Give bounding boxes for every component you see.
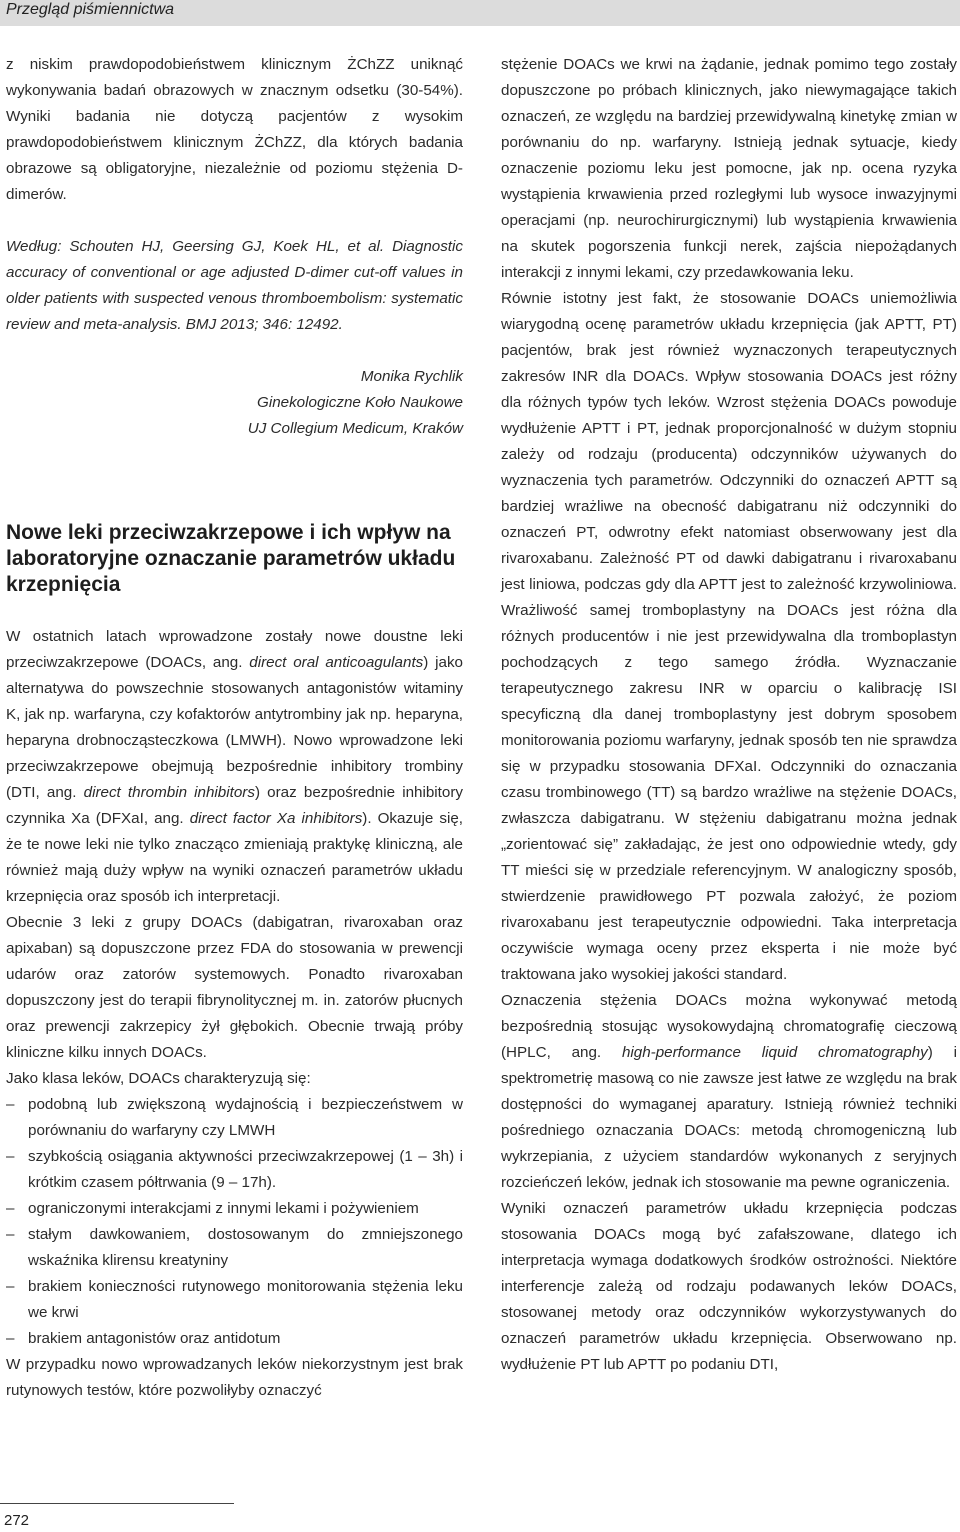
list-item: – ograniczonymi interakcjami z innymi lekami i pożywieniem [6, 1196, 463, 1222]
right-paragraph-2: Równie istotny jest fakt, że stosowanie DOACs uniemożliwia wiarygodną ocenę parametrów układu krzepnięcia (jak APTT, PT) pacjentów, brak jest również wyznaczonych terapeutycznych zakresów INR dla DOACs. Wpływ stosowania DOACs jest różny dla różnych typów tych leków. Wzrost stężenia DOACs powoduje wydłużenie APTT i PT, jednak proporcjonalność w dużym stopniu zależy od rodzaju (producenta) odczynników używanych do wyznaczenia tych parametrów. Odczynniki do oznaczeń APTT są bardziej wrażliwe na obecność dabigatranu niż odczynniki do oznaczeń PT, odwrotny efekt natomiast obserwowany jest dla rivaroxabanu. Zależność PT od dawki dabigatranu i rivaroxabanu jest liniowa, podczas gdy dla APTT jest to zależność krzywoliniowa. Wrażliwość samej tromboplastyny na DOACs jest różna dla różnych producentów i nie jest przewidywalna dla tromboplastyn pochodzących z tego samego źródła. Wyznaczanie terapeutycznego zakresu INR w oparciu o kalibrację ISI specyficzną dla danej tromboplastyny jest dobrym sposobem monitorowania poziomu warfaryny, jednak sposób ten nie sprawdza się w przypadku stosowania DFXaI. Odczynniki do oznaczania czasu trombinowego (TT) są bardzo wrażliwe na stężenie DOACs, zwłaszcza dabigatranu. W stężeniu dabigatranu można jednak „zorientować się” zakładając, że jest ono odpowiednie wtedy, gdy TT mieści się w przedziale referencyjnym. W analogiczny sposób, stwierdzenie prawidłowego PT pozwala założyć, że poziom rivaroxabanu jest terapeutycznie odpowiedni. Taka interpretacja oczywiście wymaga oceny przez eksperta i nie może być traktowana jako wysokiej jakości standard. [501, 290, 957, 983]
list-item: – podobną lub zwiększoną wydajnością i bezpieczeństwem w porównaniu do warfaryny czy LMWH [6, 1092, 463, 1144]
right-paragraph-4: Wyniki oznaczeń parametrów układu krzepnięcia podczas stosowania DOACs mogą być zafałszowane, dlatego ich interpretacja wymaga dodatkowych środków ostrożności. Niektóre interferencje zależą od rodzaju podawanych leków DOACs, stosowanej metody oraz odczynników wykorzystywanych do oznaczeń parametrów układu krzepnięcia. Obserwowano np. wydłużenie PT lub APTT po podaniu DTI, [501, 1200, 957, 1373]
footer-divider [0, 1503, 234, 1504]
characteristics-list [6, 1092, 463, 1352]
running-header [0, 0, 960, 26]
body-paragraph-3: W przypadku nowo wprowadzanych leków niekorzystnym jest brak rutynowych testów, które pozwoliłyby oznaczyć [6, 1356, 463, 1399]
author-signature [6, 364, 463, 442]
body-paragraph-1: W ostatnich latach wprowadzone zostały nowe doustne leki przeciwzakrzepowe (DOACs, ang. direct oral anticoagulants) jako alternatywa do powszechnie stosowanych antagonistów witaminy K, jak np. warfaryna, czy kofaktorów antytrombiny jak np. heparyna, heparyna drobnocząsteczkowa (LMWH). Nowo wprowadzone leki przeciwzakrzepowe obejmują bezpośrednie inhibitory trombiny (DTI, ang. direct thrombin inhibitors) oraz bezpośrednie inhibitory czynnika Xa (DFXaI, ang. direct factor Xa inhibitors). Okazuje się, że te nowe leki nie tylko znacząco zmieniają praktykę kliniczną, ale również mają duży wpływ na wyniki oznaczeń parametrów układu krzepnięcia oraz sposób ich interpretacji. [6, 628, 464, 905]
author-affiliation-2: UJ Collegium Medicum, Kraków [247, 420, 463, 437]
right-paragraph-1: stężenie DOACs we krwi na żądanie, jednak pomimo tego zostały dopuszczone po próbach klinicznych, jako niewymagające takich oznaczeń, ze względu na bardziej przewidywalną kinetykę zmian w porównaniu do np. warfaryny. Istnieją jednak sytuacje, kiedy oznaczenie poziomu leku jest pomocne, jak np. ocena ryzyka wystąpienia krwawienia przed rozległymi lub wysoce inwazyjnymi operacjami (np. neurochirurgicznymi) lub wystąpienia krwawienia na skutek pogorszenia funkcji nerek, zajścia niepożądanych interakcji z innymi lekami, czy przedawkowania leku. [501, 56, 957, 281]
body-paragraph-2: Obecnie 3 leki z grupy DOACs (dabigatran, rivaroxaban oraz apixaban) są dopuszczone przez FDA do stosowania w prewencji udarów oraz zatorów systemowych. Ponadto rivaroxaban dopuszczony jest do terapii fibrynolitycznej m. in. zatorów płucnych oraz prewencji zakrzepicy żył głębokich. Obecnie trwają próby kliniczne kilku innych DOACs. [6, 914, 463, 1061]
right-paragraph-3: Oznaczenia stężenia DOACs można wykonywać metodą bezpośrednią stosując wysokowydajną chromatografię cieczową (HPLC, ang. high-performance liquid chromatography) i spektrometrię masową co nie zawsze jest łatwe ze względu na brak dostępności do wymaganej aparatury. Istnieją również techniki pośredniego oznaczania DOACs: metodą chromogeniczną lub wykrzepiania, z użyciem standardów wykonanych z seryjnych rozcieńczeń leków, jednak ich stosowanie ma pewne ograniczenia. [501, 992, 957, 1191]
author-name: Monika Rychlik [360, 368, 463, 385]
list-item: – stałym dawkowaniem, dostosowanym do zmniejszonego wskaźnika klirensu kreatyniny [6, 1222, 463, 1274]
running-header-title: Przegląd piśmiennictwa [6, 1, 175, 18]
list-item: – brakiem konieczności rutynowego monitorowania stężenia leku we krwi [6, 1274, 463, 1326]
author-affiliation-1: Ginekologiczne Koło Naukowe [257, 394, 463, 411]
right-column [501, 52, 957, 1378]
list-item: – brakiem antagonistów oraz antidotum [6, 1326, 463, 1352]
list-item: – szybkością osiągania aktywności przeciwzakrzepowej (1 – 3h) i krótkim czasem półtrwania (9 – 17h). [6, 1144, 463, 1196]
citation: Według: Schouten HJ, Geersing GJ, Koek HL, et al. Diagnostic accuracy of conventional or age adjusted D-dimer cut-off values in older patients with suspected venous thromboembolism: systematic review and meta-analysis. BMJ 2013; 346: 12492. [6, 238, 463, 333]
intro-paragraph: z niskim prawdopodobieństwem klinicznym ŻChZZ uniknąć wykonywania badań obrazowych w znacznym odsetku (30-54%). Wyniki badania nie dotyczą pacjentów z wysokim prawdopodobieństwem klinicznym ŻChZZ, dla których badania obrazowe są obligatoryjne, niezależnie od poziomu stężenia D-dimerów. [6, 56, 463, 203]
left-column [6, 52, 463, 1404]
page-number: 272 [4, 1512, 30, 1529]
list-intro: Jako klasa leków, DOACs charakteryzują się: [6, 1070, 311, 1087]
section-title: Nowe leki przeciwzakrzepowe i ich wpływ na laboratoryjne oznaczanie parametrów układu krzepnięcia [6, 521, 456, 596]
